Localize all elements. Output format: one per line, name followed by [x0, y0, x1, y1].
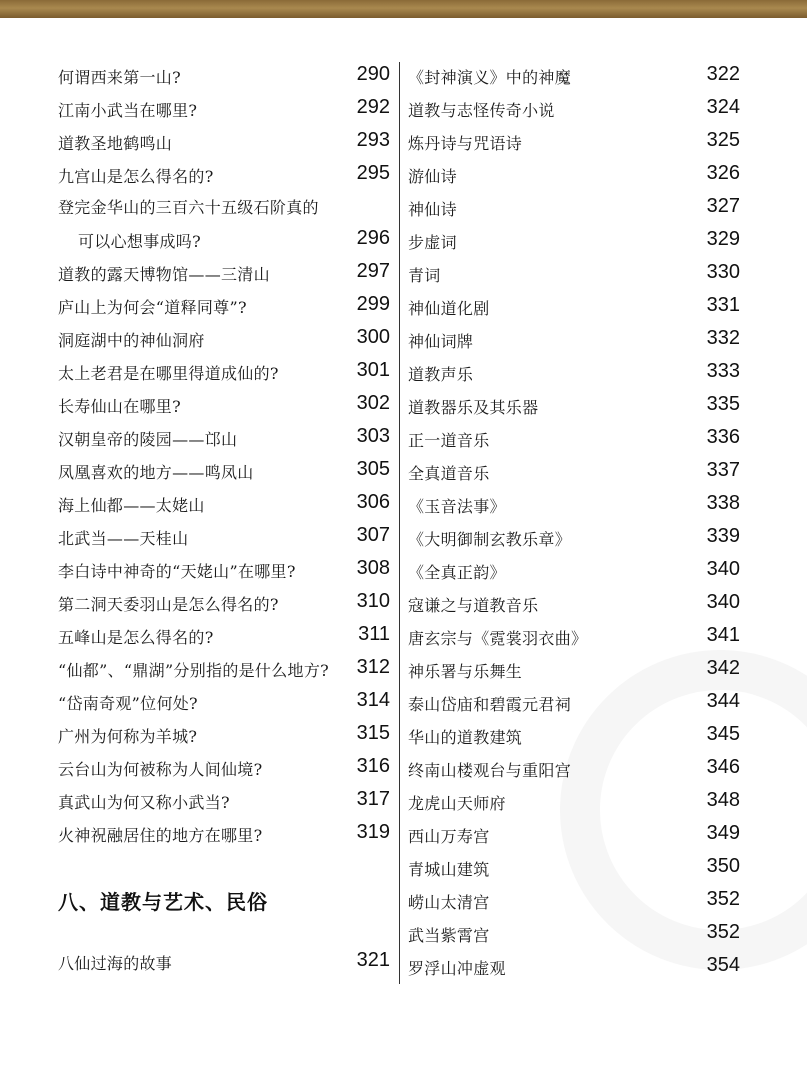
entry-title: 西山万寿宫: [408, 827, 490, 846]
toc-entry: [58, 556, 390, 586]
entry-page-number: 305: [356, 458, 390, 480]
entry-page-number: 325: [706, 129, 740, 151]
toc-entry: [408, 458, 740, 488]
entry-page-number: 310: [356, 590, 390, 612]
toc-entry: [58, 754, 390, 784]
toc-entry: [58, 622, 390, 652]
toc-entry: [58, 226, 390, 256]
entry-page-number: 321: [356, 949, 390, 971]
toc-entry: [408, 854, 740, 884]
entry-title: 海上仙都——太姥山: [58, 496, 205, 515]
entry-page-number: 299: [356, 293, 390, 315]
entry-title: 九宫山是怎么得名的?: [58, 167, 214, 186]
entry-page-number: 307: [356, 524, 390, 546]
toc-entry: [408, 326, 740, 356]
entry-page-number: 295: [356, 162, 390, 184]
entry-title: 八仙过海的故事: [58, 954, 173, 973]
toc-entry: [58, 948, 390, 978]
entry-title: 道教与志怪传奇小说: [408, 101, 555, 120]
entry-title: 《封神演义》中的神魔: [408, 68, 572, 87]
entry-title: 洞庭湖中的神仙洞府: [58, 331, 205, 350]
entry-page-number: 330: [706, 261, 740, 283]
entry-title: 步虚词: [408, 233, 457, 252]
entry-title: 可以心想事成吗?: [78, 232, 201, 251]
entry-page-number: 312: [356, 656, 390, 678]
entry-title: 神仙诗: [408, 200, 457, 219]
toc-entry: [408, 392, 740, 422]
entry-title: 游仙诗: [408, 167, 457, 186]
toc-entry: [408, 689, 740, 719]
entry-page-number: 331: [706, 294, 740, 316]
toc-entry: [408, 194, 740, 224]
entry-page-number: 342: [706, 657, 740, 679]
toc-entry: [58, 62, 390, 92]
toc-entry: [408, 227, 740, 257]
entry-title: 太上老君是在哪里得道成仙的?: [58, 364, 279, 383]
toc-entry: [408, 293, 740, 323]
entry-title: 武当紫霄宫: [408, 926, 490, 945]
toc-entry: [408, 953, 740, 983]
entry-page-number: 315: [356, 722, 390, 744]
entry-title: 神仙道化剧: [408, 299, 490, 318]
entry-page-number: 352: [706, 888, 740, 910]
toc-entry: [408, 62, 740, 92]
entry-page-number: 338: [706, 492, 740, 514]
entry-title: 崂山太清宫: [408, 893, 490, 912]
entry-title: 《全真正韵》: [408, 563, 506, 582]
toc-entry: [58, 688, 390, 718]
entry-title: 龙虎山天师府: [408, 794, 506, 813]
entry-page-number: 314: [356, 689, 390, 711]
entry-title: 罗浮山冲虚观: [408, 959, 506, 978]
toc-entry: [58, 457, 390, 487]
entry-page-number: 297: [356, 260, 390, 282]
entry-page-number: 293: [356, 129, 390, 151]
entry-page-number: 354: [706, 954, 740, 976]
toc-entry: [408, 260, 740, 290]
entry-page-number: 341: [706, 624, 740, 646]
entry-title: 广州为何称为羊城?: [58, 727, 198, 746]
entry-title: 神仙词牌: [408, 332, 474, 351]
entry-page-number: 300: [356, 326, 390, 348]
toc-entry: [58, 655, 390, 685]
entry-title: 青城山建筑: [408, 860, 490, 879]
entry-title: 汉朝皇帝的陵园——邙山: [58, 430, 238, 449]
toc-entry: [58, 721, 390, 751]
toc-entry: [58, 523, 390, 553]
entry-title: 《大明御制玄教乐章》: [408, 530, 572, 549]
entry-page-number: 337: [706, 459, 740, 481]
entry-title: 第二洞天委羽山是怎么得名的?: [58, 595, 279, 614]
entry-title: 江南小武当在哪里?: [58, 101, 198, 120]
toc-entry: [58, 161, 390, 191]
entry-title: 泰山岱庙和碧霞元君祠: [408, 695, 572, 714]
entry-page-number: 352: [706, 921, 740, 943]
entry-title: 唐玄宗与《霓裳羽衣曲》: [408, 629, 588, 648]
entry-page-number: 317: [356, 788, 390, 810]
toc-entry: [58, 424, 390, 454]
toc-entry: [408, 920, 740, 950]
entry-page-number: 340: [706, 558, 740, 580]
entry-title: 道教器乐及其乐器: [408, 398, 539, 417]
entry-page-number: 344: [706, 690, 740, 712]
entry-page-number: 335: [706, 393, 740, 415]
entry-page-number: 290: [356, 63, 390, 85]
toc-entry: [408, 491, 740, 521]
entry-title: 云台山为何被称为人间仙境?: [58, 760, 263, 779]
entry-page-number: 332: [706, 327, 740, 349]
toc-entry: [408, 887, 740, 917]
entry-page-number: 306: [356, 491, 390, 513]
entry-title: 庐山上为何会“道释同尊”?: [58, 298, 247, 317]
toc-entry: [58, 259, 390, 289]
entry-title: 青词: [408, 266, 441, 285]
entry-title: 全真道音乐: [408, 464, 490, 483]
entry-page-number: 329: [706, 228, 740, 250]
entry-title: 华山的道教建筑: [408, 728, 523, 747]
entry-page-number: 348: [706, 789, 740, 811]
entry-title: 火神祝融居住的地方在哪里?: [58, 826, 263, 845]
entry-title: 五峰山是怎么得名的?: [58, 628, 214, 647]
toc-entry: [408, 722, 740, 752]
toc-entry: [58, 95, 390, 125]
toc-entry: [58, 192, 390, 222]
entry-page-number: 339: [706, 525, 740, 547]
toc-entry: [58, 292, 390, 322]
entry-page-number: 308: [356, 557, 390, 579]
entry-title: 李白诗中神奇的“天姥山”在哪里?: [58, 562, 296, 581]
entry-page-number: 296: [356, 227, 390, 249]
toc-entry: [58, 490, 390, 520]
entry-page-number: 349: [706, 822, 740, 844]
entry-page-number: 301: [356, 359, 390, 381]
entry-page-number: 327: [706, 195, 740, 217]
toc-entry: [408, 755, 740, 785]
entry-page-number: 346: [706, 756, 740, 778]
toc-entry: [408, 425, 740, 455]
entry-title: 炼丹诗与咒语诗: [408, 134, 523, 153]
toc-entry: [58, 128, 390, 158]
entry-title: 真武山为何又称小武当?: [58, 793, 230, 812]
toc-entry: [408, 590, 740, 620]
entry-title: 道教的露天博物馆——三清山: [58, 265, 270, 284]
section-heading: 八、道教与艺术、民俗: [58, 890, 268, 914]
entry-title: 神乐署与乐舞生: [408, 662, 523, 681]
toc-entry: [408, 359, 740, 389]
toc-entry: [408, 161, 740, 191]
entry-title: 道教圣地鹤鸣山: [58, 134, 173, 153]
entry-title: 长寿仙山在哪里?: [58, 397, 181, 416]
entry-title: “岱南奇观”位何处?: [58, 694, 198, 713]
entry-page-number: 316: [356, 755, 390, 777]
entry-title: 终南山楼观台与重阳宫: [408, 761, 572, 780]
entry-page-number: 340: [706, 591, 740, 613]
toc-entry: [408, 95, 740, 125]
entry-title: 寇谦之与道教音乐: [408, 596, 539, 615]
entry-page-number: 292: [356, 96, 390, 118]
entry-title: “仙都”、“鼎湖”分别指的是什么地方?: [58, 661, 329, 680]
toc-entry: [408, 524, 740, 554]
entry-title: 何谓西来第一山?: [58, 68, 181, 87]
entry-page-number: 350: [706, 855, 740, 877]
entry-page-number: 302: [356, 392, 390, 414]
entry-page-number: 311: [358, 623, 390, 645]
toc-entry: [58, 325, 390, 355]
entry-title: 《玉音法事》: [408, 497, 506, 516]
entry-page-number: 336: [706, 426, 740, 448]
toc-entry: [408, 656, 740, 686]
toc-entry: [408, 128, 740, 158]
toc-entry: [408, 821, 740, 851]
column-divider: [399, 62, 400, 984]
entry-title: 正一道音乐: [408, 431, 490, 450]
entry-page-number: 326: [706, 162, 740, 184]
toc-entry: [58, 391, 390, 421]
entry-page-number: 322: [706, 63, 740, 85]
toc-entry: [58, 358, 390, 388]
toc-entry: [58, 787, 390, 817]
entry-title: 北武当——天桂山: [58, 529, 189, 548]
toc-entry: [58, 820, 390, 850]
entry-title: 凤凰喜欢的地方——鸣凤山: [58, 463, 254, 482]
entry-page-number: 345: [706, 723, 740, 745]
entry-title: 登完金华山的三百六十五级石阶真的: [58, 198, 319, 217]
top-decorative-band: [0, 0, 807, 18]
entry-page-number: 303: [356, 425, 390, 447]
toc-entry: [408, 788, 740, 818]
toc-entry: [408, 557, 740, 587]
entry-page-number: 324: [706, 96, 740, 118]
entry-page-number: 333: [706, 360, 740, 382]
toc-entry: [58, 589, 390, 619]
entry-page-number: 319: [356, 821, 390, 843]
toc-entry: [408, 623, 740, 653]
entry-title: 道教声乐: [408, 365, 474, 384]
